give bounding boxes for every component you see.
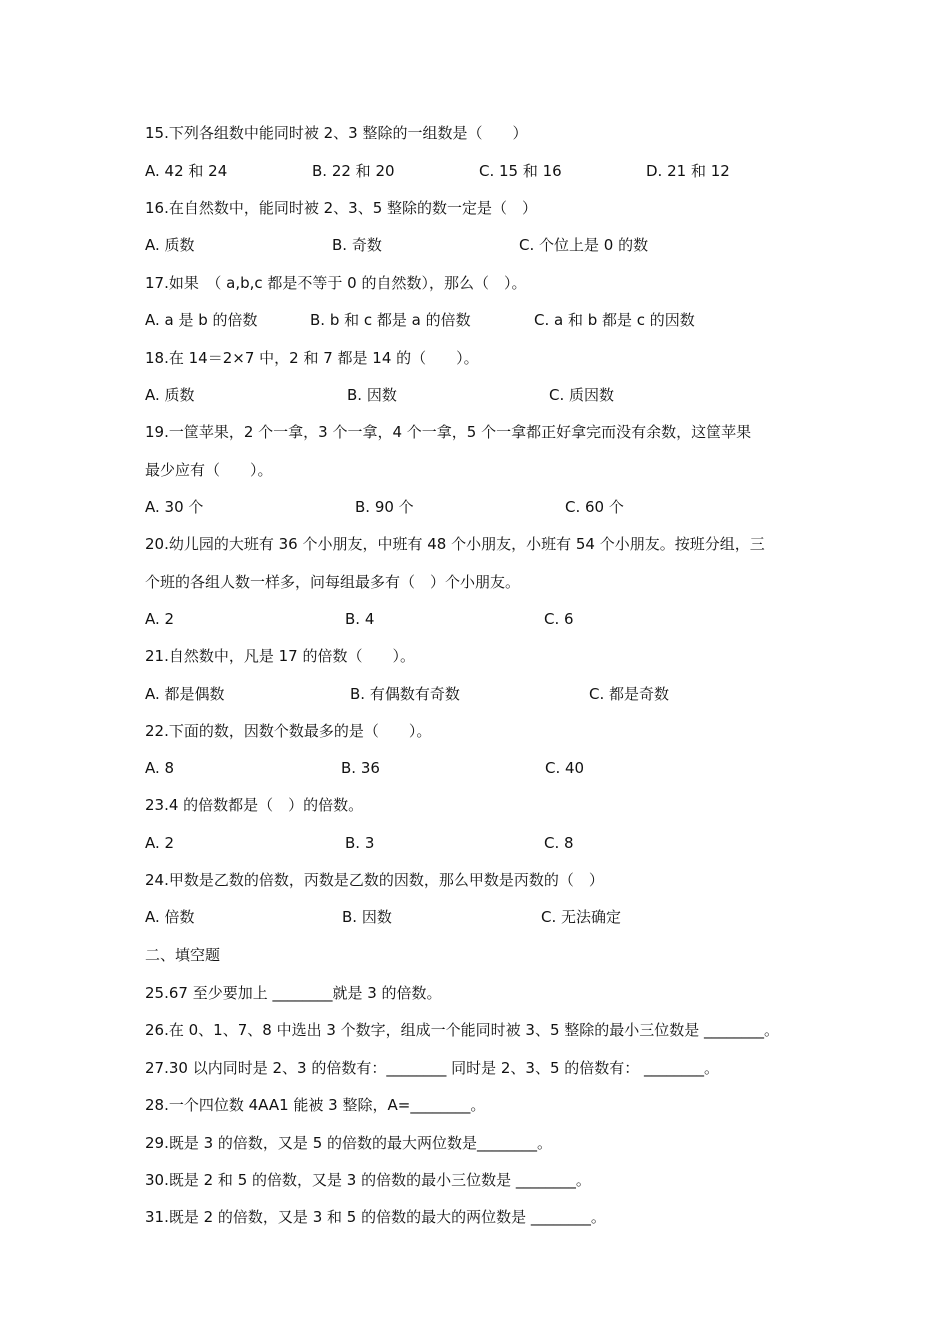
question-27: 27.30 以内同时是 2、3 的倍数有：________ 同时是 2、3、5 的倍数有： ________。 [145, 1059, 720, 1077]
question-21-option-a: A. 都是偶数 [145, 685, 225, 703]
question-16-option-a: A. 质数 [145, 236, 195, 254]
question-22-option-b: B. 36 [341, 759, 380, 777]
question-21-stem: 21.自然数中，凡是 17 的倍数（ ）。 [145, 647, 415, 665]
question-15-option-b: B. 22 和 20 [312, 162, 395, 180]
question-18-option-a: A. 质数 [145, 386, 195, 404]
question-20-stem-line2: 个班的各组人数一样多，问每组最多有（ ）个小朋友。 [145, 573, 521, 591]
question-24-option-a: A. 倍数 [145, 908, 195, 926]
section-heading-fill-in-blank: 二、填空题 [145, 946, 221, 964]
question-24-option-b: B. 因数 [342, 908, 392, 926]
question-18-option-b: B. 因数 [347, 386, 397, 404]
question-22-option-c: C. 40 [545, 759, 585, 777]
question-22-stem: 22.下面的数，因数个数最多的是（ ）。 [145, 722, 432, 740]
question-16-option-c: C. 个位上是 0 的数 [519, 236, 649, 254]
question-15-option-a: A. 42 和 24 [145, 162, 228, 180]
question-16-option-b: B. 奇数 [332, 236, 382, 254]
question-21-option-c: C. 都是奇数 [589, 685, 670, 703]
question-30: 30.既是 2 和 5 的倍数，又是 3 的倍数的最小三位数是 ________。 [145, 1171, 591, 1189]
question-19-stem-line2: 最少应有（ ）。 [145, 461, 273, 479]
question-18-stem: 18.在 14＝2×7 中，2 和 7 都是 14 的（ ）。 [145, 349, 479, 367]
question-19-option-b: B. 90 个 [355, 498, 414, 516]
question-23-option-c: C. 8 [544, 834, 574, 852]
question-15-stem: 15.下列各组数中能同时被 2、3 整除的一组数是（ ） [145, 124, 528, 142]
question-17-option-b: B. b 和 c 都是 a 的倍数 [310, 311, 471, 329]
question-18-option-c: C. 质因数 [549, 386, 615, 404]
question-21-option-b: B. 有偶数有奇数 [350, 685, 460, 703]
question-20-stem-line1: 20.幼儿园的大班有 36 个小朋友，中班有 48 个小朋友，小班有 54 个小朋友。按班分组，三 [145, 535, 765, 553]
question-20-option-c: C. 6 [544, 610, 574, 628]
question-25: 25.67 至少要加上 ________就是 3 的倍数。 [145, 984, 442, 1002]
question-28: 28.一个四位数 4AA1 能被 3 整除，A=________。 [145, 1096, 486, 1114]
question-26: 26.在 0、1、7、8 中选出 3 个数字，组成一个能同时被 3、5 整除的最小三位数是 ________。 [145, 1021, 780, 1039]
question-15-option-c: C. 15 和 16 [479, 162, 562, 180]
question-20-option-b: B. 4 [345, 610, 375, 628]
question-19-option-c: C. 60 个 [565, 498, 624, 516]
question-19-stem-line1: 19.一筐苹果，2 个一拿，3 个一拿，4 个一拿，5 个一拿都正好拿完而没有余数，这筐苹果 [145, 423, 752, 441]
question-20-option-a: A. 2 [145, 610, 175, 628]
question-19-option-a: A. 30 个 [145, 498, 204, 516]
question-15-option-d: D. 21 和 12 [646, 162, 730, 180]
question-22-option-a: A. 8 [145, 759, 175, 777]
question-23-option-b: B. 3 [345, 834, 375, 852]
question-23-stem: 23.4 的倍数都是（ ）的倍数。 [145, 796, 364, 814]
question-17-option-c: C. a 和 b 都是 c 的因数 [534, 311, 695, 329]
question-24-stem: 24.甲数是乙数的倍数，丙数是乙数的因数，那么甲数是丙数的（ ） [145, 871, 604, 889]
question-23-option-a: A. 2 [145, 834, 175, 852]
question-16-stem: 16.在自然数中，能同时被 2、3、5 整除的数一定是（ ） [145, 199, 538, 217]
question-31: 31.既是 2 的倍数，又是 3 和 5 的倍数的最大的两位数是 ________。 [145, 1208, 606, 1226]
question-17-stem: 17.如果 （ a,b,c 都是不等于 0 的自然数），那么（ ）。 [145, 274, 527, 292]
question-29: 29.既是 3 的倍数，又是 5 的倍数的最大两位数是________。 [145, 1134, 553, 1152]
question-24-option-c: C. 无法确定 [541, 908, 622, 926]
question-17-option-a: A. a 是 b 的倍数 [145, 311, 258, 329]
